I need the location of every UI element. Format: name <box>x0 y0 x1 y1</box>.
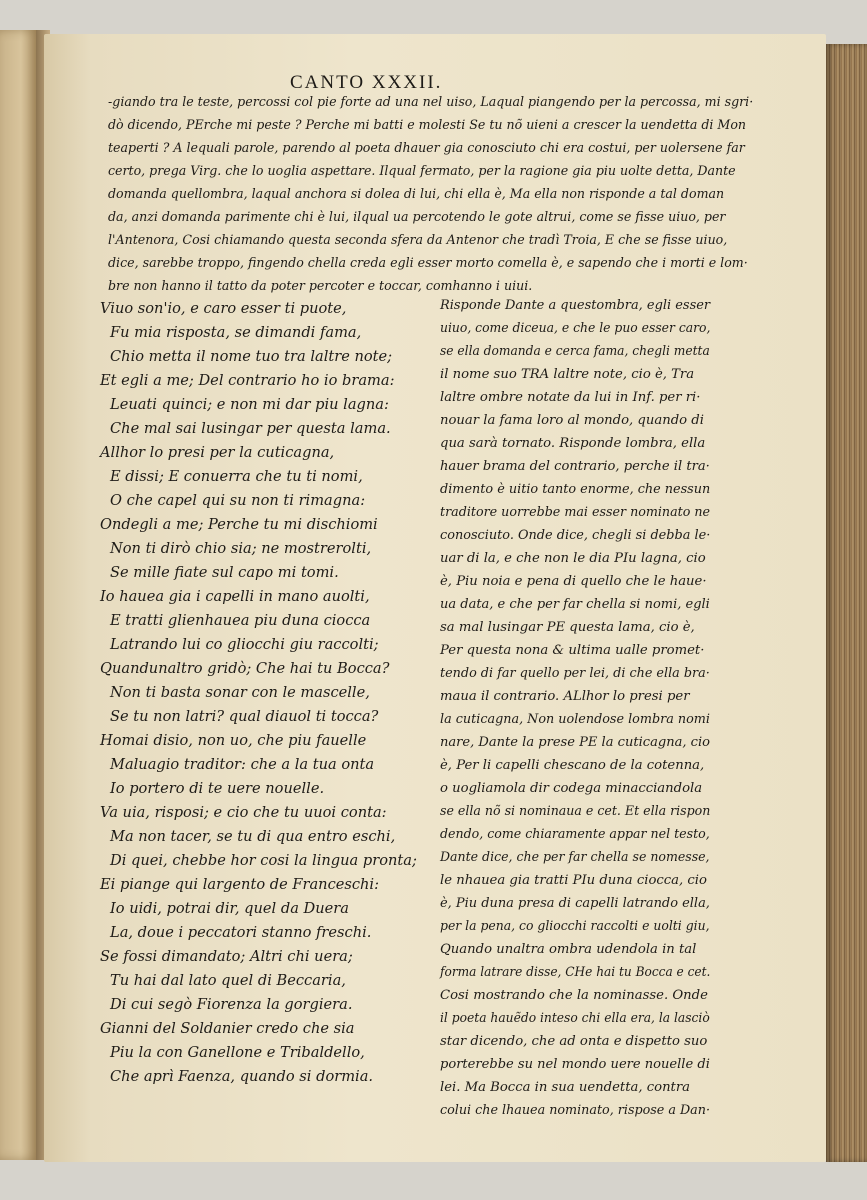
gloss-line: se ella nõ si nominaua e cet. Et ella rispon <box>440 804 711 819</box>
gloss-line: sa mal lusingar PE questa lama, cio è, <box>440 620 695 635</box>
verse-line: Tu hai dal lato quel di Beccaria, <box>110 972 346 989</box>
gloss-line: maua il contrario. ALlhor lo presi per <box>440 689 690 704</box>
gloss-line: dimento è uitio tanto enorme, che nessun <box>440 482 711 497</box>
verse-line: Viuo son'io, e caro esser ti puote, <box>100 300 347 317</box>
verse-line: Va uia, risposi; e cio che tu uuoi conta: <box>100 804 387 821</box>
gloss-line: dendo, come chiaramente appar nel testo, <box>440 827 710 842</box>
gloss-line: è, Piu noia e pena di quello che le haue· <box>440 574 707 589</box>
verse-line: Se tu non latri? qual diauol ti tocca? <box>110 708 379 725</box>
gloss-line: nare, Dante la prese PE la cuticagna, cio <box>440 735 710 750</box>
commentary-line: dice, sarebbe troppo, fingendo chella creda egli esser morto comella è, e sapendo che i morti e lom· <box>108 255 748 270</box>
verse-line: Non ti dirò chio sia; ne mostrerolti, <box>110 540 372 557</box>
gloss-line: star dicendo, che ad onta e dispetto suo <box>440 1034 708 1049</box>
verse-line: Chio metta il nome tuo tra laltre note; <box>110 348 393 365</box>
commentary-line: -giando tra le teste, percossi col pie forte ad una nel uiso, Laqual piangendo per la percossa, mi sgri· <box>108 94 754 109</box>
gloss-line: tendo di far quello per lei, di che ella bra· <box>440 666 710 681</box>
gloss-line: qua sarà tornato. Risponde lombra, ella <box>440 436 706 451</box>
verse-line: Se mille fiate sul capo mi tomi. <box>110 564 339 581</box>
verse-line: Se fossi dimandato; Altri chi uera; <box>100 948 353 965</box>
verse-line: Ma non tacer, se tu di qua entro eschi, <box>110 828 396 845</box>
verse-line: Leuati quinci; e non mi dar piu lagna: <box>110 396 389 413</box>
gloss-line: Per questa nona & ultima ualle promet· <box>440 643 705 658</box>
verse-line: Che aprì Faenza, quando si dormia. <box>110 1068 374 1085</box>
gloss-line: il poeta hauẽdo inteso chi ella era, la lasciò <box>440 1011 710 1026</box>
gloss-line: hauer brama del contrario, perche il tra· <box>440 459 710 474</box>
verse-line: Non ti basta sonar con le mascelle, <box>110 684 370 701</box>
verse-line: Ei piange qui largento de Franceschi: <box>100 876 380 893</box>
left-page-edge <box>0 30 38 1160</box>
gloss-line: Risponde Dante a questombra, egli esser <box>440 298 711 313</box>
commentary-line: dò dicendo, PErche mi peste ? Perche mi batti e molesti Se tu nõ uieni a crescer la uendetta di Mon <box>108 117 747 132</box>
gloss-line: Quando unaltra ombra udendola in tal <box>440 942 697 957</box>
page-edges <box>826 44 867 1162</box>
commentary-line: l'Antenora, Cosi chiamando questa seconda sfera da Antenor che tradì Troia, E che se fisse uiuo, <box>108 232 728 247</box>
gloss-line: lei. Ma Bocca in sua uendetta, contra <box>440 1080 691 1095</box>
verse-line: Quandunaltro gridò; Che hai tu Bocca? <box>100 660 390 677</box>
gloss-line: laltre ombre notate da lui in Inf. per ri· <box>440 390 701 405</box>
gloss-line: Dante dice, che per far chella se nomesse, <box>440 850 710 865</box>
verse-line: Che mal sai lusingar per questa lama. <box>110 420 391 437</box>
gloss-line: colui che lhauea nominato, rispose a Dan· <box>440 1103 711 1118</box>
verse-line: Piu la con Ganellone e Tribaldello, <box>110 1044 365 1061</box>
gloss-line: per la pena, co gliocchi raccolti e uolti giu, <box>440 919 710 934</box>
gloss-line: traditore uorrebbe mai esser nominato ne <box>440 505 711 520</box>
gloss-line: porterebbe su nel mondo uere nouelle di <box>440 1057 710 1072</box>
gloss-line: Cosi mostrando che la nominasse. Onde <box>440 988 708 1003</box>
verse-line: Io portero di te uere nouelle. <box>110 780 325 797</box>
verse-line: Io hauea gia i capelli in mano auolti, <box>100 588 370 605</box>
gloss-line: il nome suo TRA laltre note, cio è, Tra <box>440 367 695 382</box>
verse-line: Et egli a me; Del contrario ho io brama: <box>100 372 395 389</box>
commentary-line: teaperti ? A lequali parole, parendo al poeta dhauer gia conosciuto chi era costui, per uolersene far <box>108 140 745 155</box>
gloss-line: uiuo, come diceua, e che le puo esser caro, <box>440 321 711 336</box>
gloss-line: nouar la fama loro al mondo, quando di <box>440 413 704 428</box>
verse-line: O che capel qui su non ti rimagna: <box>110 492 366 509</box>
gloss-line: conosciuto. Onde dice, chegli si debba le· <box>440 528 711 543</box>
verse-line: Di quei, chebbe hor cosi la lingua pronta; <box>110 852 417 869</box>
commentary-line: da, anzi domanda parimente chi è lui, ilqual ua percotendo le gote altrui, come se fisse uiuo, per <box>108 209 726 224</box>
verse-line: Fu mia risposta, se dimandi fama, <box>110 324 362 341</box>
verse-line: Homai disio, non uo, che piu fauelle <box>100 732 367 749</box>
commentary-line: domanda quellombra, laqual anchora si dolea di lui, chi ella è, Ma ella non risponde a tal doman <box>108 186 725 201</box>
verse-line: Maluagio traditor: che a la tua onta <box>110 756 375 773</box>
commentary-line: certo, prega Virg. che lo uoglia aspettare. Ilqual fermato, per la ragione gia piu uolte detta, Dante <box>108 163 736 178</box>
gloss-line: o uogliamola dir codega minacciandola <box>440 781 703 796</box>
commentary-line: bre non hanno il tatto da poter percoter e toccar, comhanno i uiui. <box>108 278 533 293</box>
verse-line: Gianni del Soldanier credo che sia <box>100 1020 355 1037</box>
gloss-line: se ella domanda e cerca fama, chegli metta <box>440 344 710 359</box>
verse-line: La, doue i peccatori stanno freschi. <box>110 924 372 941</box>
verse-line: Di cui segò Fiorenza la gorgiera. <box>110 996 353 1013</box>
verse-line: Ondegli a me; Perche tu mi dischiomi <box>100 516 378 533</box>
verse-line: Allhor lo presi per la cuticagna, <box>100 444 335 461</box>
gloss-line: forma latrare disse, CHe hai tu Bocca e cet. <box>440 965 711 980</box>
verse-line: Latrando lui co gliocchi giu raccolti; <box>110 636 379 653</box>
verse-line: E tratti glienhauea piu duna ciocca <box>110 612 371 629</box>
gloss-line: è, Per li capelli chescano de la cotenna, <box>440 758 705 773</box>
gloss-line: è, Piu duna presa di capelli latrando ella, <box>440 896 710 911</box>
gloss-line: la cuticagna, Non uolendose lombra nomi <box>440 712 710 727</box>
gloss-line: uar di la, e che non le dia PIu lagna, cio <box>440 551 706 566</box>
gloss-line: ua data, e che per far chella si nomi, egli <box>440 597 710 612</box>
running-header: CANTO XXXII. <box>290 72 443 93</box>
verse-line: Io uidi, potrai dir, quel da Duera <box>110 900 349 917</box>
gloss-line: le nhauea gia tratti PIu duna ciocca, cio <box>440 873 707 888</box>
verse-line: E dissi; E conuerra che tu ti nomi, <box>110 468 363 485</box>
